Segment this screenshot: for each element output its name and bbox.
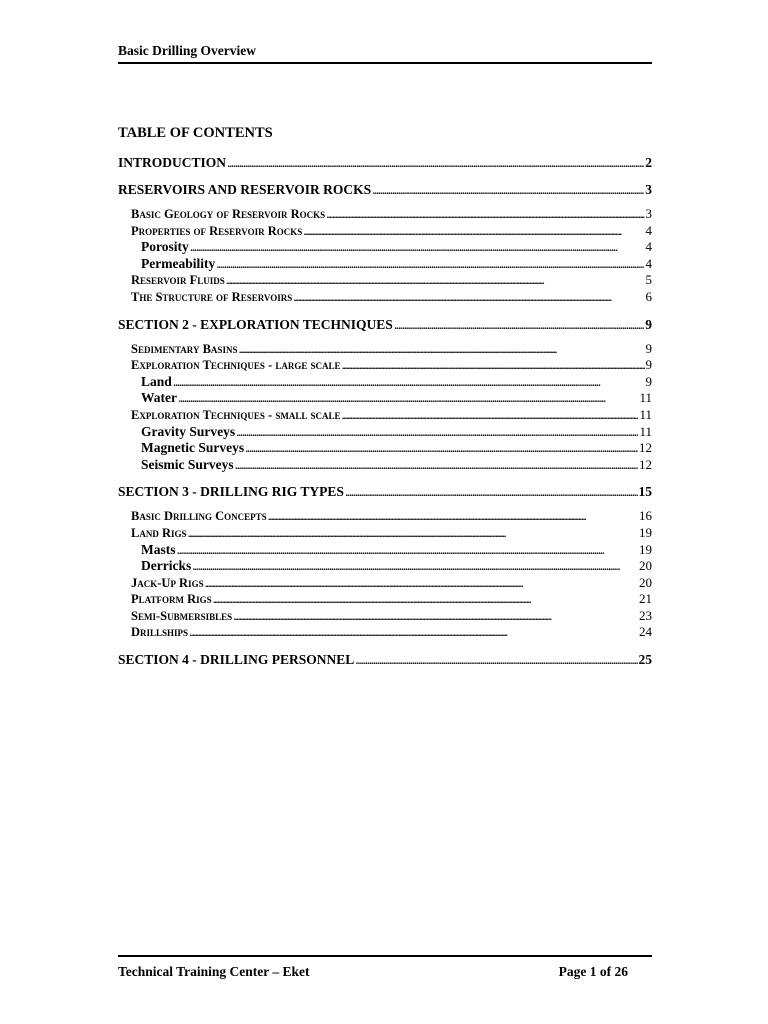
toc-entry[interactable] bbox=[118, 440, 652, 457]
toc-entry-page-number: 20 bbox=[639, 574, 652, 590]
toc-entry[interactable] bbox=[118, 457, 652, 474]
toc-entry-label: RESERVOIRS AND RESERVOIR ROCKS bbox=[118, 182, 372, 197]
toc-entry-label: INTRODUCTION bbox=[118, 155, 227, 170]
toc-entries bbox=[118, 155, 652, 668]
toc-entry-label: Drillships bbox=[131, 625, 189, 640]
toc-entry[interactable] bbox=[118, 624, 652, 641]
toc-entry-label: Basic Drilling Concepts bbox=[131, 509, 267, 524]
toc-entry-label: Semi-Submersibles bbox=[131, 608, 233, 623]
toc-entry-page-number: 11 bbox=[639, 390, 652, 406]
dot-leader bbox=[355, 652, 637, 668]
toc-entry-page-number: 12 bbox=[639, 440, 652, 456]
document-title: Basic Drilling Overview bbox=[118, 43, 256, 58]
toc-heading: TABLE OF CONTENTS bbox=[118, 125, 273, 141]
toc-entry-label: Land bbox=[141, 373, 172, 389]
toc-entry-page-number: 9 bbox=[645, 340, 652, 356]
dot-leader bbox=[326, 206, 644, 223]
toc-entry-label: Derricks bbox=[141, 558, 192, 574]
toc-entry-page-number: 11 bbox=[639, 423, 652, 439]
toc-entry-label: Land Rigs bbox=[131, 525, 187, 540]
toc-entry-label: Water bbox=[141, 390, 177, 406]
toc-entry-page-number: 15 bbox=[638, 484, 652, 500]
dot-leader bbox=[233, 608, 638, 625]
toc-entry[interactable] bbox=[118, 206, 652, 223]
dot-leader bbox=[178, 390, 638, 407]
dot-leader bbox=[189, 624, 638, 641]
dot-leader bbox=[226, 272, 645, 289]
dot-leader bbox=[341, 407, 638, 424]
toc-entry[interactable] bbox=[118, 223, 652, 240]
toc-entry[interactable] bbox=[118, 575, 652, 592]
page-footer bbox=[118, 955, 652, 981]
toc-entry[interactable] bbox=[118, 256, 652, 273]
toc-entry-page-number: 9 bbox=[645, 316, 652, 332]
toc-entry[interactable] bbox=[118, 608, 652, 625]
dot-leader bbox=[216, 256, 644, 273]
dot-leader bbox=[372, 182, 644, 198]
dot-leader bbox=[177, 542, 639, 559]
toc-entry-label: Reservoir Fluids bbox=[131, 273, 225, 288]
toc-entry[interactable] bbox=[118, 652, 652, 668]
dot-leader bbox=[173, 374, 645, 391]
table-of-contents bbox=[118, 124, 652, 676]
page-number: Page 1 of 26 bbox=[558, 964, 628, 979]
toc-entry-label: Gravity Surveys bbox=[141, 423, 236, 439]
toc-entry[interactable] bbox=[118, 542, 652, 559]
toc-entry[interactable] bbox=[118, 341, 652, 358]
toc-entry-label: SECTION 4 - DRILLING PERSONNEL bbox=[118, 652, 355, 668]
toc-entry-label: SECTION 2 - EXPLORATION TECHNIQUES bbox=[118, 316, 393, 332]
toc-entry[interactable] bbox=[118, 390, 652, 407]
dot-leader bbox=[236, 424, 638, 441]
toc-entry[interactable] bbox=[118, 289, 652, 306]
toc-entry[interactable] bbox=[118, 239, 652, 256]
toc-entry-page-number: 24 bbox=[639, 624, 652, 640]
toc-entry-page-number: 4 bbox=[645, 222, 652, 238]
toc-entry-page-number: 12 bbox=[639, 456, 652, 472]
toc-entry-page-number: 11 bbox=[639, 406, 652, 422]
toc-entry-label: Seismic Surveys bbox=[141, 456, 234, 472]
toc-entry[interactable] bbox=[118, 484, 652, 500]
toc-entry[interactable] bbox=[118, 357, 652, 374]
dot-leader bbox=[268, 508, 638, 525]
toc-entry-page-number: 23 bbox=[639, 607, 652, 623]
dot-leader bbox=[303, 223, 644, 240]
toc-entry[interactable] bbox=[118, 407, 652, 424]
toc-entry-page-number: 19 bbox=[639, 524, 652, 540]
toc-entry-label: Magnetic Surveys bbox=[141, 440, 245, 456]
toc-entry-page-number: 3 bbox=[645, 182, 652, 197]
toc-entry[interactable] bbox=[118, 591, 652, 608]
dot-leader bbox=[213, 591, 638, 608]
toc-entry[interactable] bbox=[118, 508, 652, 525]
toc-entry-page-number: 5 bbox=[645, 272, 652, 288]
toc-entry-label: Sedimentary Basins bbox=[131, 341, 238, 356]
toc-entry-label: The Structure of Reservoirs bbox=[131, 289, 293, 304]
toc-entry[interactable] bbox=[118, 272, 652, 289]
toc-entry-label: Platform Rigs bbox=[131, 592, 212, 607]
dot-leader bbox=[238, 341, 644, 358]
toc-entry[interactable] bbox=[118, 424, 652, 441]
toc-entry[interactable] bbox=[118, 525, 652, 542]
dot-leader bbox=[190, 239, 645, 256]
toc-entry-page-number: 3 bbox=[645, 206, 652, 221]
toc-entry-label: Exploration Techniques - small scale bbox=[131, 407, 341, 422]
toc-entry[interactable] bbox=[118, 182, 652, 198]
toc-entry-page-number: 4 bbox=[645, 255, 652, 271]
toc-entry-page-number: 25 bbox=[638, 652, 652, 668]
toc-entry[interactable] bbox=[118, 317, 652, 333]
toc-entry-label: Jack-Up Rigs bbox=[131, 575, 204, 590]
toc-entry-page-number: 20 bbox=[639, 558, 652, 574]
dot-leader bbox=[394, 317, 644, 333]
dot-leader bbox=[293, 289, 644, 306]
page-header bbox=[118, 42, 652, 64]
toc-entry-page-number: 19 bbox=[639, 541, 652, 557]
toc-entry-page-number: 9 bbox=[645, 373, 652, 389]
toc-entry[interactable] bbox=[118, 374, 652, 391]
toc-entry-page-number: 9 bbox=[645, 357, 652, 373]
toc-entry-label: SECTION 3 - DRILLING RIG TYPES bbox=[118, 484, 344, 500]
toc-entry-page-number: 6 bbox=[645, 288, 652, 304]
toc-entry-page-number: 4 bbox=[645, 239, 652, 255]
toc-entry-page-number: 16 bbox=[639, 508, 652, 524]
toc-entry-label: Properties of Reservoir Rocks bbox=[131, 223, 303, 238]
toc-entry-page-number: 21 bbox=[639, 591, 652, 607]
toc-entry[interactable] bbox=[118, 558, 652, 575]
dot-leader bbox=[227, 155, 644, 171]
dot-leader bbox=[192, 558, 638, 575]
toc-entry-label: Exploration Techniques - large scale bbox=[131, 358, 341, 373]
dot-leader bbox=[245, 440, 638, 457]
footer-organization: Technical Training Center – Eket bbox=[118, 964, 310, 979]
toc-entry-label: Porosity bbox=[141, 239, 189, 255]
toc-entry-label: Permeability bbox=[141, 255, 216, 271]
toc-entry[interactable] bbox=[118, 155, 652, 171]
dot-leader bbox=[205, 575, 638, 592]
toc-entry-page-number: 2 bbox=[645, 155, 652, 170]
dot-leader bbox=[188, 525, 639, 542]
toc-entry-label: Basic Geology of Reservoir Rocks bbox=[131, 207, 326, 221]
toc-entry-label: Masts bbox=[141, 541, 176, 557]
dot-leader bbox=[341, 357, 644, 374]
dot-leader bbox=[345, 484, 638, 500]
dot-leader bbox=[235, 457, 638, 474]
